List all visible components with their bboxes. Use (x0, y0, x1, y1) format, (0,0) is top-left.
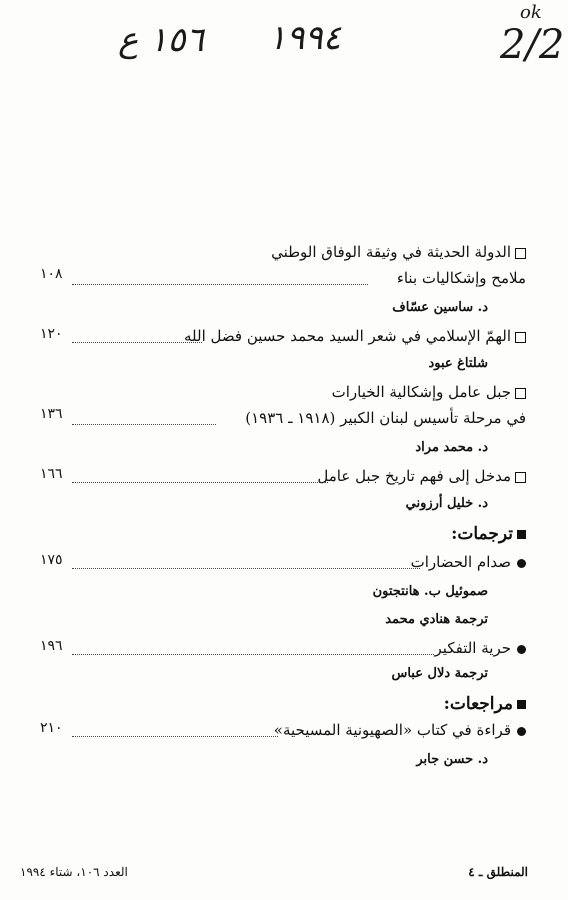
dot-leader (72, 736, 278, 737)
dot-leader (72, 424, 216, 425)
page-number: ٢١٠ (40, 720, 63, 736)
round-bullet-icon (517, 645, 526, 654)
page-number: ١٠٨ (40, 266, 63, 282)
dot-leader (72, 654, 434, 655)
toc-author: صموئيل ب. هانتجتون (372, 584, 488, 599)
square-bullet-icon (515, 332, 526, 343)
round-bullet-icon (517, 559, 526, 568)
filled-square-icon (517, 700, 526, 709)
page-number: ١٦٦ (40, 466, 63, 482)
section-heading-translations: ترجمات: (451, 524, 526, 544)
handwritten-year: ١٩٩٤ (268, 18, 342, 58)
handwritten-page-fraction: 2/2 (500, 22, 565, 68)
toc-author: د. حسن جابر (416, 752, 488, 767)
dot-leader (72, 284, 368, 285)
footer-journal-name: المنطلق ـ ٤ (468, 865, 528, 879)
toc-entry-title: حرية التفكير (40, 638, 526, 658)
dot-leader (72, 482, 328, 483)
toc-entry-title: قراءة في كتاب «الصهيونية المسيحية» (40, 720, 526, 740)
page-number: ١٣٦ (40, 406, 63, 422)
dot-leader (72, 342, 202, 343)
toc-entry-title: مدخل إلى فهم تاريخ جبل عامل (40, 466, 526, 486)
footer-issue: العدد ١٠٦، شتاء ١٩٩٤ (20, 865, 128, 879)
handwritten-fraction (500, 2, 565, 82)
toc-entry-subtitle: في مرحلة تأسيس لبنان الكبير (١٩١٨ ـ ١٩٣٦) (245, 409, 526, 427)
toc-translator: ترجمة هنادي محمد (385, 612, 488, 627)
page-number: ١٩٦ (40, 638, 63, 654)
toc-entry-title: الدولة الحديثة في وثيقة الوفاق الوطني (40, 242, 526, 262)
toc-author: د. خليل أرزوني (405, 496, 488, 511)
handwritten-issue-number: ١٥٦ ع (118, 20, 204, 60)
toc-author: شلتاغ عبود (428, 356, 488, 371)
toc-author: د. ساسين عسّاف (392, 300, 488, 315)
filled-square-icon (517, 530, 526, 539)
round-bullet-icon (517, 727, 526, 736)
toc-entry-title: صدام الحضارات (40, 552, 526, 572)
handwritten-mark: ok (520, 2, 542, 23)
square-bullet-icon (515, 472, 526, 483)
square-bullet-icon (515, 248, 526, 259)
section-heading-reviews: مراجعات: (444, 694, 526, 714)
toc-entry-subtitle: ملامح وإشكاليات بناء (396, 269, 526, 287)
toc-author: د. محمد مراد (415, 440, 488, 455)
page-number: ١٢٠ (40, 326, 63, 342)
toc-entry-title: الهمّ الإسلامي في شعر السيد محمد حسين فضل الله (40, 326, 526, 346)
toc-translator: ترجمة دلال عباس (391, 666, 488, 681)
square-bullet-icon (515, 388, 526, 399)
page-number: ١٧٥ (40, 552, 63, 568)
toc-entry-title: جبل عامل وإشكالية الخيارات (40, 382, 526, 402)
dot-leader (72, 568, 420, 569)
